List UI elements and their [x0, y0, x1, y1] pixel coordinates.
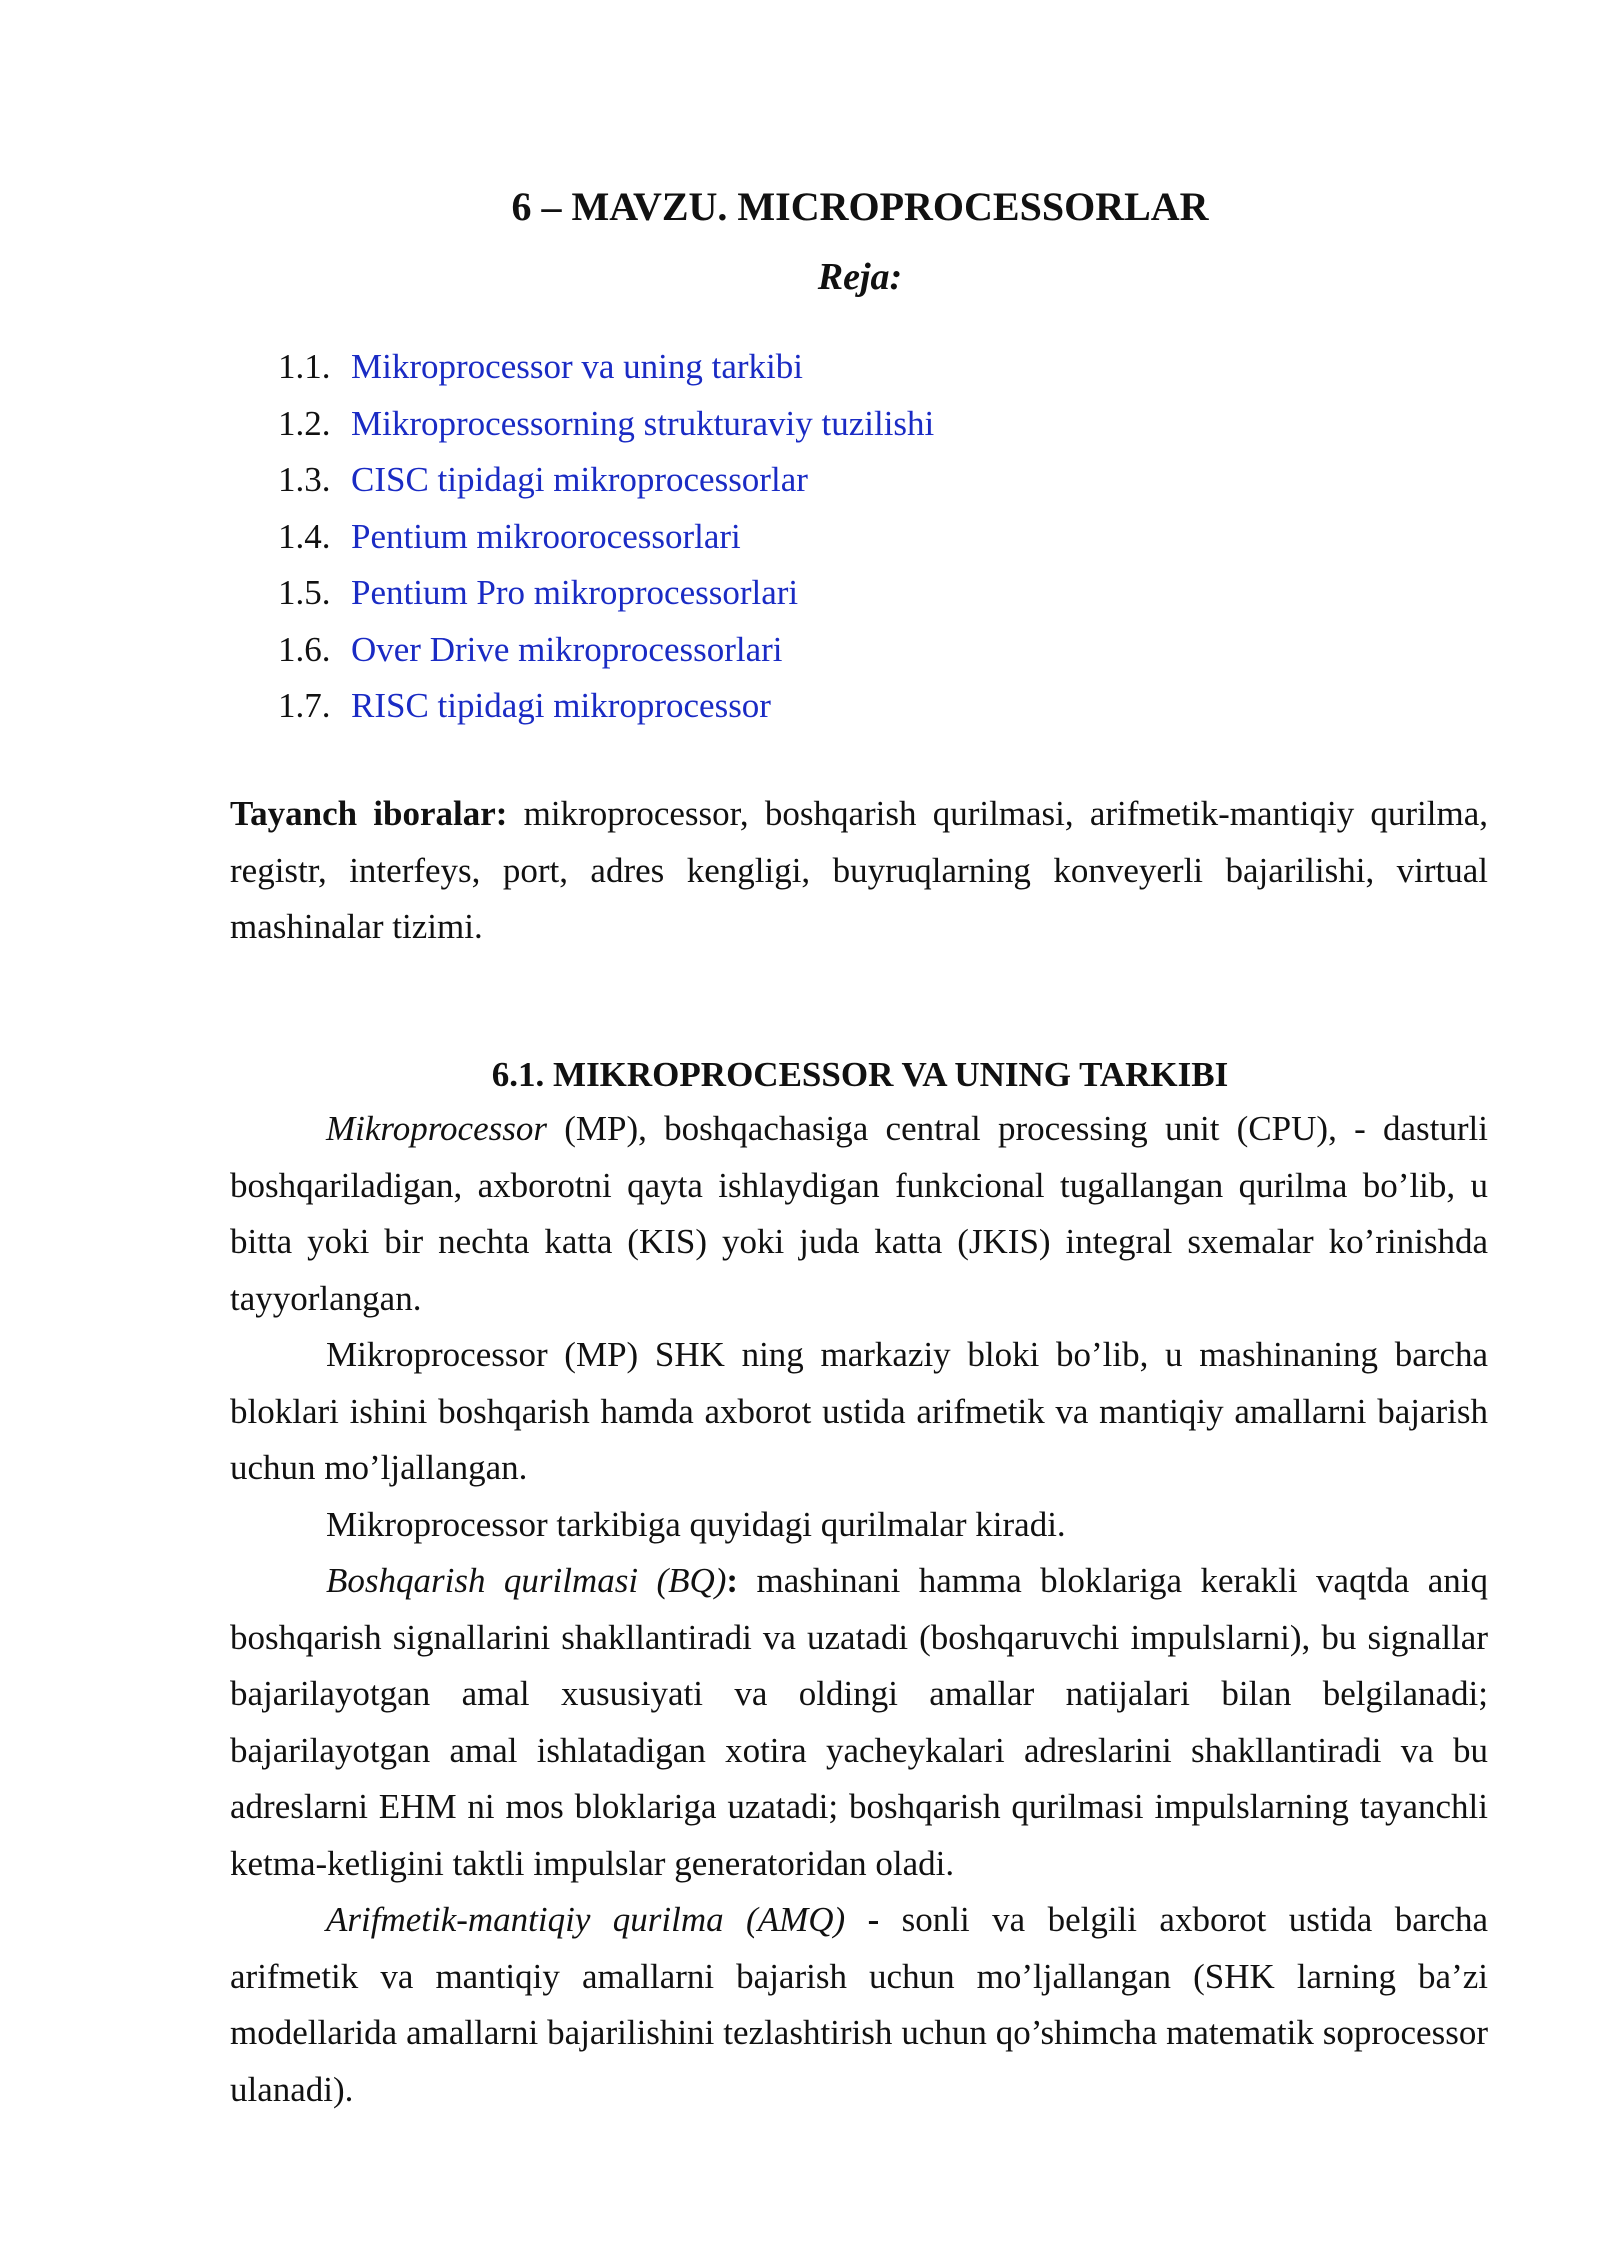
paragraph-text: mashinani hamma bloklariga kerakli vaqtda aniq boshqarish signallarini shakllantiradi va uzatadi (boshqaruvchi impulslarni), bu signallar bajarilayotgan amal xususiyati va oldingi amallar natijalari bilan belgilanadi; bajarilayotgan amal ishlatadigan xotira yacheykalari adreslarini shakllantiradi va bu adreslarni EHM ni mos bloklariga uzatadi; boshqarish qurilmasi impulslarning tayanchli ketma-ketligini taktli impulslar generatoridan oladi.	[230, 1561, 1488, 1883]
page-title: 6 – MAVZU. MICROPROCESSORLAR	[511, 183, 1209, 229]
section-heading: 6.1. MIKROPROCESSOR VA UNING TARKIBI	[491, 1055, 1229, 1095]
paragraph-tarkibi: Mikroprocessor tarkibiga quyidagi qurilmalar kiradi.	[326, 1504, 1066, 1544]
term-boshqarish-qurilmasi: Boshqarish qurilmasi (BQ)	[326, 1561, 727, 1600]
plan-item	[278, 509, 934, 566]
keywords-label: Tayanch iboralar:	[230, 794, 508, 833]
keywords-block	[230, 786, 1488, 956]
paragraph-mp-shk: Mikroprocessor (MP) SHK ning markaziy bloki bo’lib, u mashinaning barcha bloklari ishini boshqarish hamda axborot ustida arifmetik va mantiqiy amallarni bajarish uchun mo’ljallangan.	[230, 1335, 1488, 1487]
plan-item	[278, 339, 934, 396]
plan-item-link[interactable]: Mikroprocessorning strukturaviy tuzilishi	[351, 403, 935, 443]
term-separator: :	[726, 1561, 739, 1600]
plan-item-link[interactable]: Pentium Pro mikroprocessorlari	[351, 573, 799, 612]
plan-heading: Reja:	[817, 256, 903, 298]
term-mikroprocessor: Mikroprocessor	[326, 1109, 547, 1148]
paragraph-amq	[230, 1892, 1488, 2118]
keywords-text: mikroprocessor, boshqarish qurilmasi, arifmetik-mantiqiy qurilma, registr, interfeys, port, adres kengligi, buyruqlarning konveyerli bajarilishi, virtual mashinalar tizimi.	[230, 794, 1488, 946]
plan-item-number: 1.4.	[278, 516, 331, 556]
plan-item-link[interactable]: RISC tipidagi mikroprocessor	[351, 686, 771, 725]
plan-item	[278, 678, 934, 735]
paragraph-text: (MP), boshqachasiga central processing unit (CPU), - dasturli boshqariladigan, axborotni qayta ishlaydigan funkcional tugallangan qurilma bo’lib, u bitta yoki bir nechta katta (KIS) yoki juda katta (JKIS) integral sxemalar ko’rinishda tayyorlangan.	[230, 1109, 1488, 1318]
plan-list	[278, 339, 934, 735]
term-amq: Arifmetik-mantiqiy qurilma (AMQ)	[326, 1900, 846, 1939]
paragraph-text: sonli va belgili axborot ustida barcha arifmetik va mantiqiy amallarni bajarish uchun mo’ljallangan (SHK larning ba’zi modellarida amallarni bajarilishini tezlashtirish uchun qo’shimcha matematik soprocessor ulanadi).	[230, 1900, 1489, 2109]
term-separator: -	[845, 1900, 880, 1939]
plan-item-link[interactable]: Pentium mikroorocessorlari	[351, 516, 741, 556]
keywords-paragraph	[230, 786, 1488, 956]
plan-item-number: 1.3.	[278, 460, 331, 499]
plan-item-number: 1.5.	[278, 573, 331, 612]
plan-item	[278, 565, 934, 622]
plan-item	[278, 622, 934, 679]
plan-item-number: 1.7.	[278, 686, 331, 725]
plan-item-link[interactable]: Over Drive mikroprocessorlari	[351, 629, 783, 669]
paragraph-mikroprocessor	[230, 1101, 1488, 1327]
paragraph-boshqarish-qurilmasi	[230, 1553, 1488, 1892]
plan-item-number: 1.6.	[278, 629, 331, 669]
plan-item-link[interactable]: CISC tipidagi mikroprocessorlar	[351, 460, 808, 499]
plan-item-link[interactable]: Mikroprocessor va uning tarkibi	[351, 347, 803, 386]
plan-item-number: 1.2.	[278, 403, 331, 443]
plan-item-number: 1.1.	[278, 347, 331, 386]
plan-item	[278, 396, 934, 453]
section-body	[230, 1101, 1488, 2118]
plan-item	[278, 452, 934, 509]
